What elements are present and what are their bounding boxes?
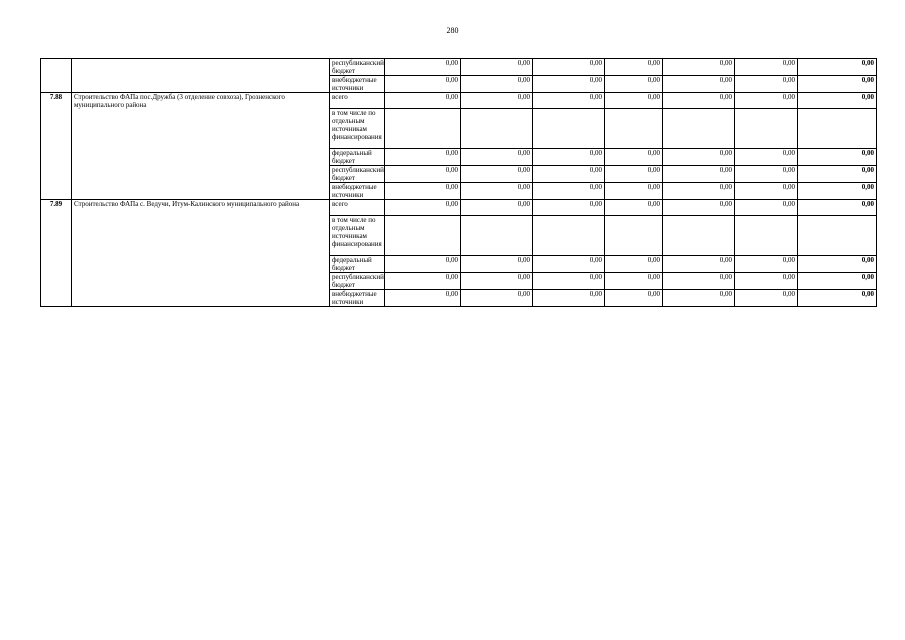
value-cell-total: 0,00 (798, 290, 877, 307)
value-cell (605, 216, 663, 256)
value-cell: 0,00 (663, 273, 735, 290)
value-cell: 0,00 (663, 256, 735, 273)
source-cell: федеральный бюджет (330, 256, 385, 273)
value-cell: 0,00 (461, 290, 533, 307)
value-cell: 0,00 (461, 93, 533, 109)
value-cell: 0,00 (663, 290, 735, 307)
source-cell: всего (330, 200, 385, 216)
value-cell: 0,00 (533, 76, 605, 93)
value-cell: 0,00 (461, 256, 533, 273)
source-cell: в том числе по отдельным источникам финансирования (330, 216, 385, 256)
value-cell: 0,00 (533, 59, 605, 76)
value-cell: 0,00 (605, 149, 663, 166)
value-cell: 0,00 (663, 149, 735, 166)
value-cell: 0,00 (533, 149, 605, 166)
source-cell: республиканский бюджет (330, 166, 385, 183)
value-cell: 0,00 (385, 76, 461, 93)
value-cell: 0,00 (385, 149, 461, 166)
value-cell: 0,00 (533, 200, 605, 216)
item-number-cell: 7.88 (41, 93, 72, 200)
value-cell: 0,00 (533, 273, 605, 290)
value-cell: 0,00 (605, 256, 663, 273)
source-cell: внебюджетные источники (330, 76, 385, 93)
value-cell (735, 216, 798, 256)
value-cell: 0,00 (533, 256, 605, 273)
value-cell: 0,00 (663, 166, 735, 183)
value-cell: 0,00 (385, 166, 461, 183)
value-cell-total: 0,00 (798, 256, 877, 273)
value-cell-total: 0,00 (798, 273, 877, 290)
value-cell (663, 216, 735, 256)
source-cell: внебюджетные источники (330, 290, 385, 307)
value-cell: 0,00 (605, 273, 663, 290)
value-cell: 0,00 (385, 59, 461, 76)
source-cell: всего (330, 93, 385, 109)
value-cell-total (798, 216, 877, 256)
value-cell: 0,00 (735, 183, 798, 200)
value-cell: 0,00 (735, 149, 798, 166)
source-cell: республиканский бюджет (330, 273, 385, 290)
value-cell-total: 0,00 (798, 149, 877, 166)
value-cell: 0,00 (605, 183, 663, 200)
item-name-cell (72, 59, 330, 93)
value-cell: 0,00 (461, 166, 533, 183)
value-cell: 0,00 (461, 273, 533, 290)
table-body (41, 59, 877, 307)
value-cell (533, 216, 605, 256)
source-cell: в том числе по отдельным источникам финансирования (330, 109, 385, 149)
value-cell: 0,00 (605, 166, 663, 183)
value-cell (461, 216, 533, 256)
value-cell: 0,00 (735, 76, 798, 93)
value-cell: 0,00 (663, 183, 735, 200)
value-cell: 0,00 (735, 290, 798, 307)
value-cell: 0,00 (461, 183, 533, 200)
value-cell (385, 216, 461, 256)
value-cell: 0,00 (735, 200, 798, 216)
value-cell (385, 109, 461, 149)
value-cell: 0,00 (605, 59, 663, 76)
value-cell: 0,00 (663, 93, 735, 109)
value-cell: 0,00 (533, 183, 605, 200)
value-cell: 0,00 (385, 183, 461, 200)
item-name-cell: Строительство ФАПа с. Ведучи, Итум-Калинского муниципального района (72, 200, 330, 307)
value-cell: 0,00 (461, 149, 533, 166)
value-cell: 0,00 (663, 76, 735, 93)
value-cell (461, 109, 533, 149)
value-cell: 0,00 (605, 200, 663, 216)
page-number: 280 (446, 26, 459, 35)
value-cell-total: 0,00 (798, 183, 877, 200)
value-cell: 0,00 (533, 166, 605, 183)
value-cell (735, 109, 798, 149)
value-cell: 0,00 (605, 76, 663, 93)
value-cell: 0,00 (735, 59, 798, 76)
item-number-cell (41, 59, 72, 93)
value-cell-total: 0,00 (798, 200, 877, 216)
source-cell: федеральный бюджет (330, 149, 385, 166)
value-cell: 0,00 (735, 256, 798, 273)
value-cell: 0,00 (533, 93, 605, 109)
value-cell: 0,00 (385, 200, 461, 216)
value-cell: 0,00 (735, 166, 798, 183)
value-cell (605, 109, 663, 149)
value-cell: 0,00 (605, 93, 663, 109)
source-cell: республиканский бюджет (330, 59, 385, 76)
value-cell: 0,00 (663, 200, 735, 216)
value-cell (663, 109, 735, 149)
item-name-cell: Строительство ФАПа пос.Дружба (3 отделение совхоза), Грозненского муниципального района (72, 93, 330, 200)
value-cell: 0,00 (385, 290, 461, 307)
value-cell: 0,00 (461, 200, 533, 216)
value-cell: 0,00 (461, 76, 533, 93)
value-cell-total: 0,00 (798, 76, 877, 93)
value-cell: 0,00 (385, 93, 461, 109)
value-cell: 0,00 (735, 273, 798, 290)
value-cell-total: 0,00 (798, 166, 877, 183)
value-cell: 0,00 (605, 290, 663, 307)
table-row (41, 59, 877, 76)
value-cell: 0,00 (735, 93, 798, 109)
item-number-cell: 7.89 (41, 200, 72, 307)
value-cell-total: 0,00 (798, 93, 877, 109)
value-cell: 0,00 (385, 256, 461, 273)
source-cell: внебюджетные источники (330, 183, 385, 200)
value-cell (533, 109, 605, 149)
table-row (41, 93, 877, 109)
budget-table (40, 58, 877, 307)
table-row (41, 200, 877, 216)
value-cell: 0,00 (533, 290, 605, 307)
value-cell-total: 0,00 (798, 59, 877, 76)
value-cell: 0,00 (385, 273, 461, 290)
value-cell-total (798, 109, 877, 149)
value-cell: 0,00 (461, 59, 533, 76)
value-cell: 0,00 (663, 59, 735, 76)
